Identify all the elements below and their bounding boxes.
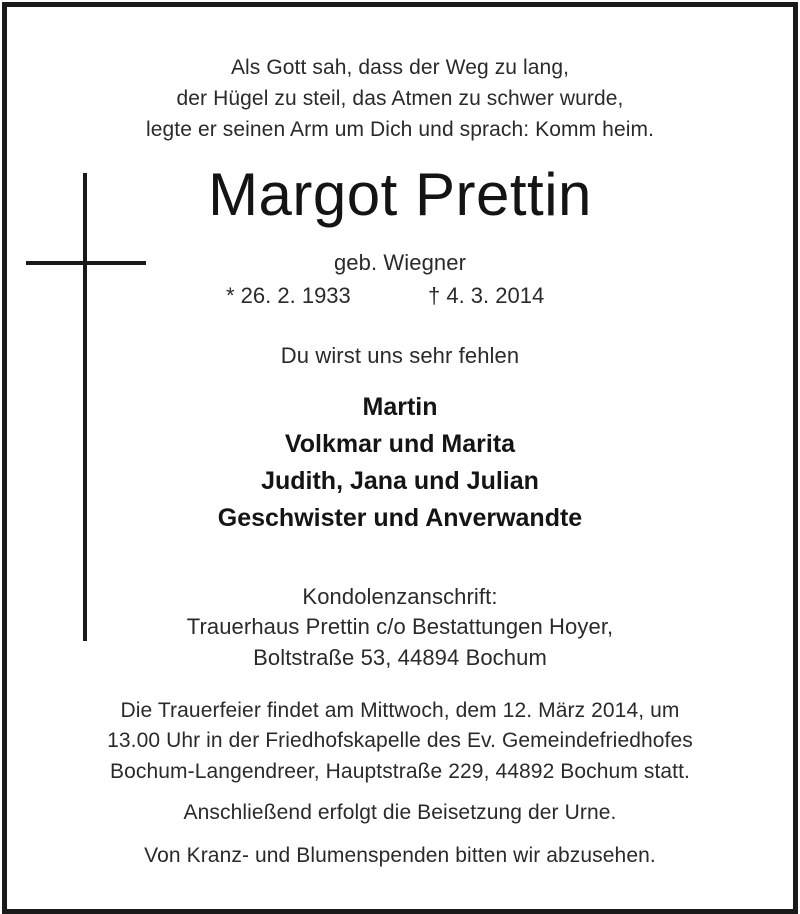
maiden-name: geb. Wiegner bbox=[333, 250, 467, 275]
ceremony-line-3: Bochum-Langendreer, Hauptstraße 229, 44892 Bochum statt. bbox=[110, 760, 690, 783]
flowers-note: Von Kranz- und Blumenspenden bitten wir abzusehen. bbox=[144, 844, 656, 867]
mourner-3: Judith, Jana und Julian bbox=[261, 467, 539, 495]
mourner-4: Geschwister und Anverwandte bbox=[217, 504, 583, 532]
condolence-heading: Kondolenzanschrift: bbox=[302, 584, 498, 609]
ceremony-line-1: Die Trauerfeier findet am Mittwoch, dem 12. März 2014, um bbox=[120, 699, 680, 722]
ceremony-line-2: 13.00 Uhr in der Friedhofskapelle des Ev. Gemeindefriedhofes bbox=[107, 729, 693, 752]
condolence-line-2: Boltstraße 53, 44894 Bochum bbox=[253, 645, 547, 670]
poem-line-2: der Hügel zu steil, das Atmen zu schwer wurde, bbox=[176, 87, 624, 110]
mourner-2: Volkmar und Marita bbox=[284, 430, 516, 458]
urn-burial-note: Anschließend erfolgt die Beisetzung der Urne. bbox=[183, 801, 617, 824]
mourner-1: Martin bbox=[362, 393, 438, 421]
deceased-name: Margot Prettin bbox=[208, 161, 592, 228]
condolence-line-1: Trauerhaus Prettin c/o Bestattungen Hoyer, bbox=[186, 614, 614, 639]
poem-line-1: Als Gott sah, dass der Weg zu lang, bbox=[230, 56, 570, 79]
poem-line-3: legte er seinen Arm um Dich und sprach: Komm heim. bbox=[145, 118, 655, 141]
birth-date: * 26. 2. 1933 bbox=[226, 283, 351, 308]
life-dates bbox=[0, 283, 800, 313]
death-date: † 4. 3. 2014 bbox=[428, 283, 545, 308]
farewell-text: Du wirst uns sehr fehlen bbox=[280, 343, 520, 368]
